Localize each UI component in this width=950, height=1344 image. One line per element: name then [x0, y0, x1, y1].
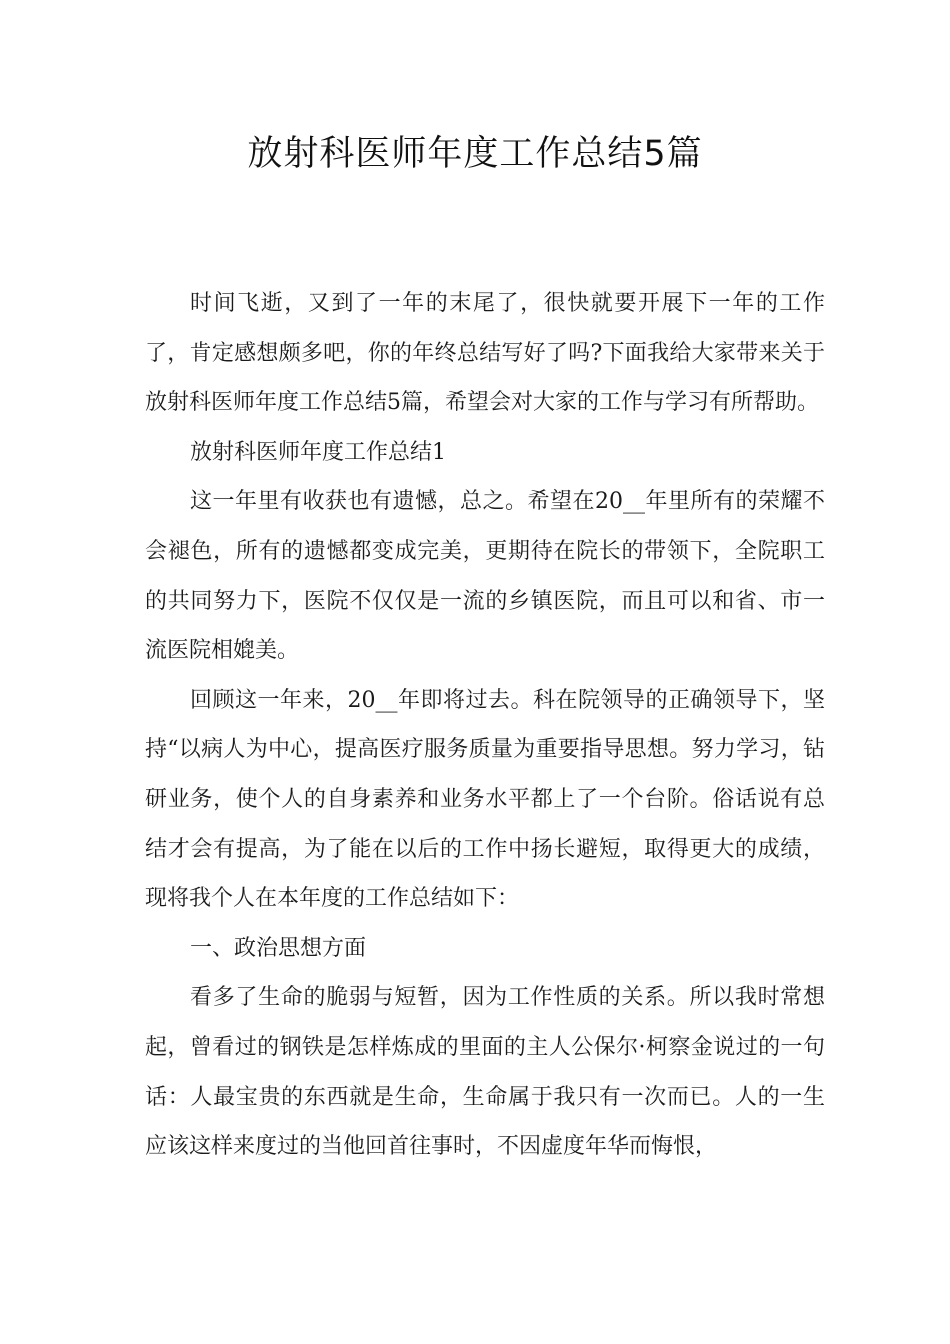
- body-paragraph: 这一年里有收获也有遗憾，总之。希望在20__年里所有的荣耀不会褪色，所有的遗憾都变成完美，更期待在院长的带领下，全院职工的共同努力下，医院不仅仅是一流的乡镇医院，而且可以和省、市一流医院相媲美。: [145, 489, 825, 664]
- document-body: [145, 279, 825, 1172]
- document-title: 放射科医师年度工作总结5篇: [247, 134, 703, 174]
- section-heading-1: 放射科医师年度工作总结1: [190, 439, 446, 465]
- subsection-heading-politics: 一、政治思想方面: [190, 935, 367, 961]
- body-paragraph: 回顾这一年来，20__年即将过去。科在院领导的正确领导下，坚持“以病人为中心，提高医疗服务质量为重要指导思想。努力学习，钻研业务，使个人的自身素养和业务水平都上了一个台阶。俗话说有总结才会有提高，为了能在以后的工作中扬长避短，取得更大的成绩，现将我个人在本年度的工作总结如下：: [145, 687, 825, 912]
- intro-paragraph: 时间飞逝，又到了一年的末尾了，很快就要开展下一年的工作了，肯定感想颇多吧，你的年终总结写好了吗?下面我给大家带来关于放射科医师年度工作总结5篇，希望会对大家的工作与学习有所帮助。: [145, 291, 825, 416]
- body-paragraph: 看多了生命的脆弱与短暂，因为工作性质的关系。所以我时常想起，曾看过的钢铁是怎样炼成的里面的主人公保尔·柯察金说过的一句话：人最宝贵的东西就是生命，生命属于我只有一次而已。人的一生应该这样来度过的当他回首往事时，不因虚度年华而悔恨，: [145, 985, 825, 1160]
